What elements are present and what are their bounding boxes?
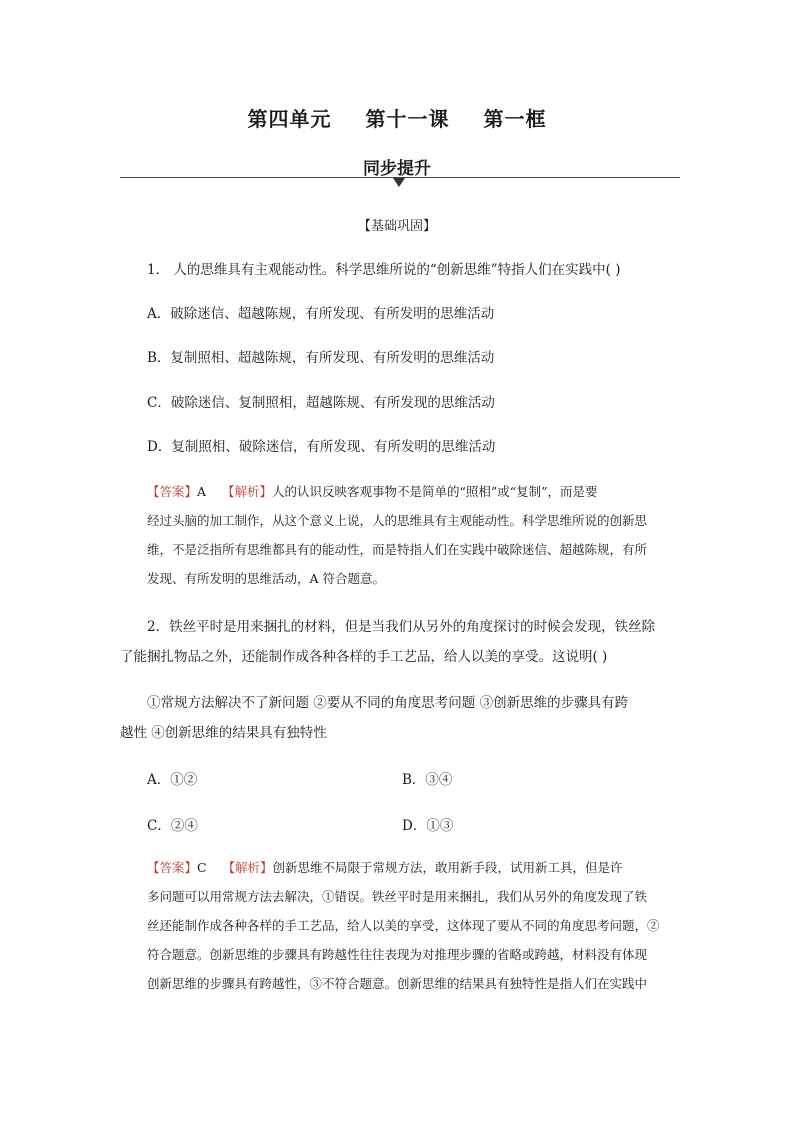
q2-analysis-tag: 【解析】	[222, 860, 273, 875]
q2-stem	[120, 612, 680, 672]
q2-option-d: D．①③	[402, 818, 454, 834]
title-frame: 第一框	[483, 107, 547, 131]
q1-option-a: A．破除迷信、超越陈规，有所发现、有所发明的思维活动	[147, 306, 495, 322]
q1-option-d: D．复制照相、破除迷信，有所发现、有所发明的思维活动	[147, 439, 496, 455]
q2-analysis-line: 创新思维的步骤具有跨越性，③不符合题意。创新思维的结果具有独特性是指人们在实践中	[147, 976, 648, 991]
q2-option-c: C．②④	[147, 818, 198, 834]
q2-analysis-line: 丝还能制作成各种各样的手工艺品，给人以美的享受，这体现了要从不同的角度思考问题，②	[147, 918, 660, 933]
q2-analysis-line: 创新思维不局限于常规方法，敢用新手段，试用新工具，但是许	[272, 860, 623, 875]
q2-statement-line: ①常规方法解决不了新问题 ②要从不同的角度思考问题 ③创新思维的步骤具有跨	[147, 695, 629, 711]
q1-analysis-line: 发现、有所发明的思维活动，A 符合题意。	[147, 571, 386, 586]
q1-answer-tag: 【答案】	[147, 484, 198, 499]
q1-stem: 1． 人的思维具有主观能动性。科学思维所说的“创新思维”特指人们在实践中( )	[147, 262, 621, 278]
q2-stem-line: 了能捆扎物品之外，还能制作成各种各样的手工艺品，给人以美的享受。这说明( )	[120, 649, 608, 665]
title-unit: 第四单元	[247, 107, 332, 131]
q1-analysis-tag: 【解析】	[221, 484, 272, 499]
q1-answer-line-1	[147, 477, 677, 506]
q1-answer-value: A	[197, 484, 207, 499]
q2-option-a: A．①②	[147, 772, 198, 788]
q2-answer-tag: 【答案】	[147, 860, 198, 875]
q1-option-c: C．破除迷信、复制照相，超越陈规、有所发现的思维活动	[147, 395, 495, 411]
q1-analysis-line: 人的认识反映客观事物不是简单的“照相”或“复制”，而是要	[271, 484, 598, 499]
section-banner: 同步提升	[363, 159, 431, 179]
page-title	[0, 103, 794, 132]
q2-answer-block	[147, 853, 677, 998]
q1-answer-block	[147, 477, 677, 593]
q2-analysis-line: 符合题意。创新思维的步骤具有跨越性往往表现为对推理步骤的省略或跨越，材料没有体现	[147, 947, 648, 962]
q1-analysis-line: 经过头脑的加工制作，从这个意义上说，人的思维具有主观能动性。科学思维所说的创新思	[147, 513, 648, 528]
q2-answer-value: C	[197, 860, 207, 875]
title-lesson: 第十一课	[365, 107, 450, 131]
q2-answer-line-1	[147, 853, 677, 882]
q2-option-b: B．③④	[402, 772, 453, 788]
section-title: 【基础巩固】	[357, 219, 436, 234]
down-triangle-icon	[393, 178, 405, 187]
q2-analysis-line: 多问题可以用常规方法去解决，①错误。铁丝平时是用来捆扎，我们从另外的角度发现了铁	[147, 889, 648, 904]
q2-stem-line: 2．铁丝平时是用来捆扎的材料，但是当我们从另外的角度探讨的时候会发现，铁丝除	[147, 619, 656, 635]
q1-analysis-line: 维，不是泛指所有思维都具有的能动性，而是特指人们在实践中破除迷信、超越陈规，有所	[147, 542, 648, 557]
q2-statements	[120, 688, 680, 748]
q1-option-b: B．复制照相、超越陈规，有所发现、有所发明的思维活动	[147, 350, 495, 366]
q2-statement-line: 越性 ④创新思维的结果具有独特性	[120, 725, 327, 741]
